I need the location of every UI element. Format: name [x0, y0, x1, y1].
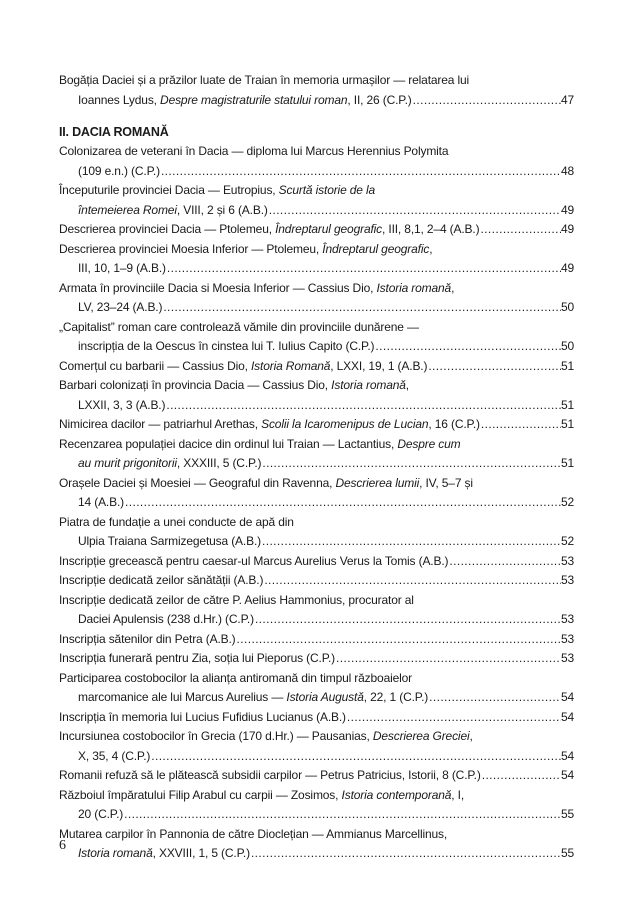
toc-entry[interactable] [59, 142, 574, 181]
entry-text-segment: Colonizarea de veterani în Dacia — diploma lui Marcus Herennius Polymita [59, 144, 449, 158]
toc-entry-last-line [59, 688, 574, 708]
toc-entry-last-line [59, 552, 574, 572]
toc-entry-last-line [59, 337, 574, 357]
entry-text-segment: Comerțul cu barbarii — Cassius Dio, [59, 358, 251, 373]
toc-entry-first-line [59, 825, 574, 845]
dot-leader [261, 454, 561, 474]
entry-text-segment: Inscripția sătenilor din Petra (A.B.) [59, 631, 236, 646]
toc-entry-title [78, 493, 124, 513]
toc-entry-page-number: 54 [560, 768, 574, 782]
entry-text-segment: Barbari colonizați în provincia Dacia — Cassius Dio, [59, 378, 332, 392]
toc-entry-title [59, 571, 263, 591]
entry-text-segment: , [429, 241, 433, 256]
toc-entry-title [78, 396, 165, 416]
toc-entry-title [78, 610, 254, 630]
toc-entry-last-line [59, 844, 574, 864]
toc-entry-page-number: 51 [560, 397, 574, 412]
toc-entry-last-line [59, 298, 574, 318]
toc-group-intro [59, 71, 574, 110]
toc-entry[interactable] [59, 181, 574, 220]
entry-text-segment: Daciei Apulensis (238 d.Hr.) (C.P.) [78, 612, 254, 626]
toc-entry-first-line [59, 435, 574, 455]
entry-text-segment: Istoria romană [78, 846, 153, 860]
entry-text-segment: Scolii la Icaromenipus de Lucian [261, 417, 429, 431]
toc-entry-last-line [59, 201, 574, 221]
entry-text-segment: Îndreptarul geografic [275, 222, 383, 236]
entry-text-segment: III, 10, 1–9 (A.B.) [78, 261, 166, 275]
toc-entry-page-number: 51 [560, 417, 574, 431]
entry-text-segment: , III, 8,1, 2–4 (A.B.) [382, 222, 480, 236]
toc-entry[interactable] [59, 240, 574, 279]
toc-entry-page-number: 47 [560, 92, 574, 107]
dot-leader [412, 91, 561, 111]
toc-entry-last-line [59, 610, 574, 630]
entry-text-segment: întemeierea Romei [78, 202, 177, 217]
entry-text-segment: 20 (C.P.) [78, 807, 124, 821]
entry-text-segment: Inscripția funerară pentru Zia, soția lui Pieporus (C.P.) [59, 651, 336, 665]
toc-entry-first-line [59, 142, 574, 162]
entry-text-segment: Armata în provinciile Dacia si Moesia Inferior — Cassius Dio, [59, 280, 377, 295]
entry-text-segment: , I, [451, 787, 465, 802]
toc-entry[interactable] [59, 220, 574, 240]
entry-text-segment: Descrierea provinciei Dacia — Ptolemeu, [59, 222, 276, 236]
toc-entry-title [78, 298, 162, 318]
toc-entry-last-line [59, 220, 574, 240]
toc-entry[interactable] [59, 474, 574, 513]
entry-text-segment: Descrierea lumii [335, 475, 420, 490]
dot-leader [428, 688, 561, 708]
toc-entry[interactable] [59, 552, 574, 572]
toc-entry-last-line [59, 357, 574, 377]
entry-text-segment: Istoria contemporană [341, 787, 452, 802]
entry-text-segment: , II, 26 (C.P.) [347, 92, 412, 107]
toc-entry-first-line [59, 669, 574, 689]
toc-entry-title [59, 766, 481, 786]
table-of-contents [59, 71, 574, 864]
entry-text-segment: , XXVIII, 1, 5 (C.P.) [152, 846, 250, 860]
toc-entry[interactable] [59, 415, 574, 435]
toc-entry-page-number: 53 [560, 631, 574, 646]
toc-entry-first-line [59, 513, 574, 533]
entry-text-segment: Scurtă istorie de la [278, 183, 376, 197]
entry-text-segment: Orașele Daciei și Moesiei — Geograful din Ravenna, [59, 475, 336, 490]
entry-text-segment: LV, 23–24 (A.B.) [78, 300, 163, 314]
toc-entry-page-number: 54 [560, 748, 574, 763]
entry-text-segment: , VIII, 2 și 6 (A.B.) [176, 202, 268, 217]
section-title: II. DACIA ROMANĂ [59, 125, 169, 139]
toc-entry-page-number: 51 [560, 456, 574, 470]
toc-entry-page-number: 53 [560, 651, 574, 665]
entry-text-segment: Bogăția Daciei și a prăzilor luate de Traian în memoria urmașilor — relatarea lui [59, 73, 470, 87]
entry-text-segment: Inscripție dedicată zeilor de către P. Aelius Hammonius, procurator al [59, 592, 414, 607]
toc-entry-last-line [59, 571, 574, 591]
entry-text-segment: Ulpia Traiana Sarmizegetusa (A.B.) [78, 534, 261, 548]
toc-entry-title [59, 357, 427, 377]
toc-entry-page-number: 52 [560, 534, 574, 548]
toc-entry-last-line [59, 454, 574, 474]
toc-entry-last-line [59, 259, 574, 279]
entry-text-segment: Inscripție dedicată zeilor sănătății (A.B.) [59, 573, 264, 587]
toc-entry-title [59, 220, 479, 240]
toc-entry[interactable] [59, 630, 574, 650]
toc-entry-last-line [59, 493, 574, 513]
entry-text-segment: Descrierea Greciei [372, 729, 470, 743]
toc-entry-page-number: 50 [560, 300, 574, 314]
toc-entry[interactable] [59, 71, 574, 110]
entry-text-segment: Mutarea carpilor în Pannonia de către Dioclețian — Ammianus Marcellinus, [59, 826, 448, 841]
toc-entry-title [59, 630, 236, 650]
entry-text-segment: Istoria romană [376, 280, 452, 295]
entry-text-segment: Inscripția în memoria lui Lucius Fufidius Lucianus (A.B.) [59, 709, 346, 724]
toc-entry-page-number: 53 [560, 612, 574, 626]
toc-entry-page-number: 49 [560, 261, 574, 275]
toc-entry[interactable] [59, 513, 574, 552]
toc-entry[interactable] [59, 435, 574, 474]
entry-text-segment: , IV, 5–7 și [419, 475, 473, 490]
toc-entry-page-number: 52 [560, 495, 574, 509]
entry-text-segment: Nimicirea dacilor — patriarhul Arethas, [59, 417, 262, 431]
entry-text-segment: Războiul împăratului Filip Arabul cu carpii — Zosimos, [59, 787, 342, 802]
toc-entry-title [59, 649, 335, 669]
toc-entry[interactable] [59, 649, 574, 669]
toc-entry-title [78, 454, 261, 474]
toc-entry-title [78, 805, 123, 825]
toc-entry-title [59, 415, 480, 435]
entry-text-segment: , 16 (C.P.) [428, 417, 480, 431]
entry-text-segment: Istoria Romană [251, 358, 331, 373]
entry-text-segment: 14 (A.B.) [78, 495, 124, 509]
dot-leader [250, 844, 561, 864]
toc-entry[interactable] [59, 727, 574, 766]
toc-entry-first-line [59, 376, 574, 396]
toc-entry[interactable] [59, 708, 574, 728]
dot-leader [480, 415, 561, 435]
toc-entry[interactable] [59, 786, 574, 825]
toc-entry-page-number: 49 [560, 222, 574, 236]
toc-entry-last-line [59, 708, 574, 728]
dot-leader [150, 747, 561, 767]
toc-entry-page-number: 53 [560, 553, 574, 568]
dot-leader [346, 708, 561, 728]
entry-text-segment: marcomanice ale lui Marcus Aurelius — [78, 690, 287, 704]
dot-leader [124, 493, 561, 513]
toc-entry-title [78, 688, 428, 708]
toc-entry-last-line [59, 415, 574, 435]
dot-leader [254, 610, 561, 630]
entry-text-segment: LXXII, 3, 3 (A.B.) [78, 397, 166, 412]
dot-leader [268, 201, 561, 221]
toc-entry-first-line [59, 240, 574, 260]
toc-entry-page-number: 55 [560, 846, 574, 860]
toc-entry-title [78, 337, 374, 357]
entry-text-segment: Participarea costobocilor la alianța antiromană din timpul războaielor [59, 670, 413, 685]
dot-leader [263, 571, 561, 591]
toc-entry-page-number: 49 [560, 202, 574, 217]
page-number: 6 [59, 838, 66, 853]
toc-entry-page-number: 54 [560, 690, 574, 704]
toc-entry-last-line [59, 630, 574, 650]
entry-text-segment: Istoria Augustă [286, 690, 364, 704]
toc-entry[interactable] [59, 571, 574, 591]
entry-text-segment: , [451, 280, 455, 295]
entry-text-segment: X, 35, 4 (C.P.) [78, 748, 151, 763]
dot-leader [165, 396, 561, 416]
toc-entry[interactable] [59, 376, 574, 415]
entry-text-segment: Recenzarea populației dacice din ordinul lui Traian — Lactantius, [59, 436, 398, 451]
entry-text-segment: Îndreptarul geografic [322, 241, 430, 256]
entry-text-segment: Descrierea provinciei Moesia Inferior — Ptolemeu, [59, 241, 323, 256]
dot-leader [236, 630, 561, 650]
toc-entry[interactable] [59, 825, 574, 864]
entry-text-segment: Istoria romană [331, 378, 406, 392]
entry-text-segment: , [469, 729, 473, 743]
entry-text-segment: Despre magistraturile statului roman [160, 92, 348, 107]
dot-leader [481, 766, 561, 786]
toc-entry-title [78, 844, 250, 864]
toc-entry-title [59, 708, 346, 728]
entry-text-segment: , XXXIII, 5 (C.P.) [176, 456, 262, 470]
dot-leader [261, 532, 561, 552]
toc-entry-title [78, 91, 412, 111]
entry-text-segment: Inscripție grecească pentru caesar-ul Marcus Aurelius Verus la Tomis (A.B.) [59, 553, 449, 568]
toc-entry-page-number: 53 [560, 573, 574, 587]
toc-entry-first-line [59, 474, 574, 494]
toc-entry-first-line [59, 727, 574, 747]
toc-entry[interactable] [59, 669, 574, 708]
toc-entry-page-number: 48 [560, 163, 574, 178]
toc-entry[interactable] [59, 357, 574, 377]
entry-text-segment: Despre cum [397, 436, 461, 451]
toc-entry-page-number: 54 [560, 709, 574, 724]
dot-leader [166, 259, 561, 279]
toc-entry-title [59, 552, 448, 572]
entry-text-segment: Piatra de fundație a unei conducte de apă din [59, 514, 294, 529]
entry-text-segment: , 22, 1 (C.P.) [363, 690, 429, 704]
dot-leader [479, 220, 561, 240]
dot-leader [427, 357, 561, 377]
toc-entry-title [78, 259, 166, 279]
entry-text-segment: Romanii refuză să le plătească subsidii carpilor — Petrus Patricius, Istorii, 8 (C.P.) [59, 768, 481, 782]
toc-entry-page-number: 51 [560, 358, 574, 373]
toc-entry-title [78, 162, 160, 182]
entry-text-segment: Începuturile provinciei Dacia — Eutropius, [59, 183, 279, 197]
toc-entry-last-line [59, 162, 574, 182]
entry-text-segment: inscripția de la Oescus în cinstea lui T. Iulius Capito (C.P.) [78, 339, 375, 353]
toc-entry-page-number: 50 [560, 339, 574, 353]
dot-leader [374, 337, 561, 357]
toc-entry-first-line [59, 591, 574, 611]
toc-entry[interactable] [59, 318, 574, 357]
toc-entry-last-line [59, 766, 574, 786]
entry-text-segment: au murit prigonitorii [78, 456, 177, 470]
toc-entry-last-line [59, 805, 574, 825]
toc-entry-first-line [59, 786, 574, 806]
entry-text-segment: (109 e.n.) (C.P.) [78, 163, 160, 178]
toc-entry-last-line [59, 747, 574, 767]
toc-entry[interactable] [59, 766, 574, 786]
toc-entry-title [78, 201, 268, 221]
toc-entry-last-line [59, 649, 574, 669]
dot-leader [160, 162, 561, 182]
toc-entry[interactable] [59, 591, 574, 630]
toc-entry-last-line [59, 532, 574, 552]
toc-entry-title [78, 747, 150, 767]
dot-leader [448, 552, 561, 572]
toc-entry-title [78, 532, 261, 552]
entry-text-segment: Incursiunea costobocilor în Grecia (170 d.Hr.) — Pausanias, [59, 729, 373, 743]
entry-text-segment: Ioannes Lydus, [78, 92, 161, 107]
toc-entry-last-line [59, 91, 574, 111]
dot-leader [162, 298, 561, 318]
toc-entry-first-line [59, 71, 574, 91]
entry-text-segment: , [405, 378, 409, 392]
toc-group-dacia-romana [59, 142, 574, 864]
toc-entry[interactable] [59, 279, 574, 318]
entry-text-segment: , LXXI, 19, 1 (A.B.) [330, 358, 428, 373]
toc-entry-first-line [59, 318, 574, 338]
dot-leader [335, 649, 561, 669]
entry-text-segment: „Capitalist” roman care controlează vămile din provinciile dunărene — [59, 319, 419, 334]
toc-entry-last-line [59, 396, 574, 416]
toc-entry-page-number: 55 [560, 807, 574, 821]
dot-leader [123, 805, 561, 825]
toc-entry-first-line [59, 279, 574, 299]
toc-entry-first-line [59, 181, 574, 201]
